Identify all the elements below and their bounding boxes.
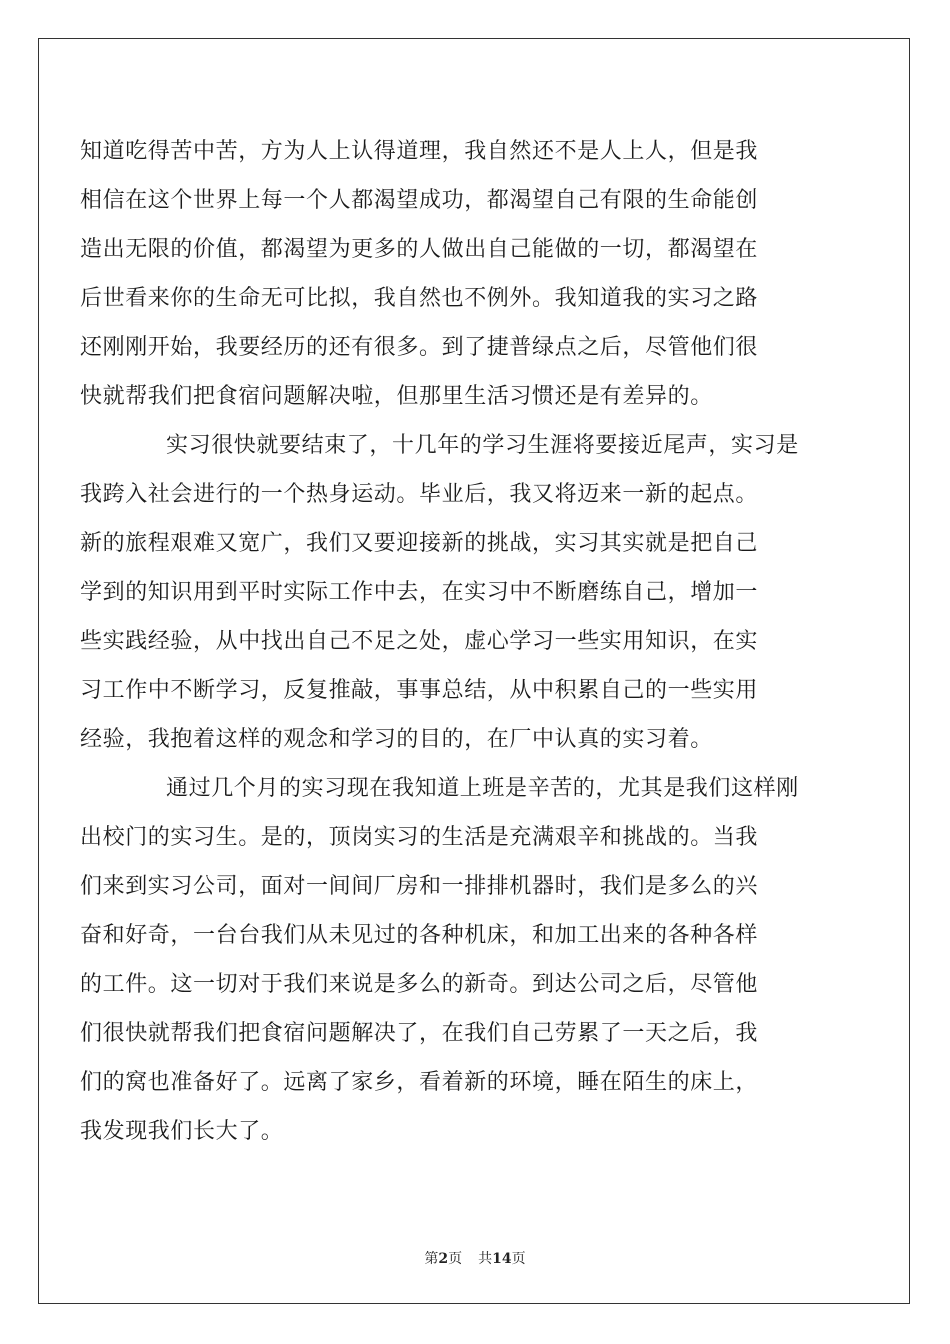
text-line: 新的旅程艰难又宽广，我们又要迎接新的挑战，实习其实就是把自己 [80, 531, 759, 556]
page-suffix: 页 [448, 1251, 463, 1267]
total-prefix: 共 [478, 1251, 493, 1267]
text-line: 我发现我们长大了。 [80, 1119, 284, 1144]
text-line: 们很快就帮我们把食宿问题解决了，在我们自己劳累了一天之后，我 [80, 1021, 759, 1046]
text-line: 通过几个月的实习现在我知道上班是辛苦的，尤其是我们这样刚 [166, 776, 799, 801]
text-line: 的工件。这一切对于我们来说是多么的新奇。到达公司之后，尽管他 [80, 972, 759, 997]
text-line: 我跨入社会进行的一个热身运动。毕业后，我又将迈来一新的起点。 [80, 482, 759, 507]
text-line: 知道吃得苦中苦，方为人上认得道理，我自然还不是人上人，但是我 [80, 139, 759, 164]
text-line: 相信在这个世界上每一个人都渴望成功，都渴望自己有限的生命能创 [80, 188, 759, 213]
total-pages: 14 [492, 1251, 512, 1267]
text-line: 还刚刚开始，我要经历的还有很多。到了捷普绿点之后，尽管他们很 [80, 335, 759, 360]
text-line: 后世看来你的生命无可比拟，我自然也不例外。我知道我的实习之路 [80, 286, 759, 311]
text-line: 们来到实习公司，面对一间间厂房和一排排机器时，我们是多么的兴 [80, 874, 759, 899]
text-line: 造出无限的价值，都渴望为更多的人做出自己能做的一切，都渴望在 [80, 237, 759, 262]
text-line: 学到的知识用到平时实际工作中去，在实习中不断磨练自己，增加一 [80, 580, 759, 605]
text-line: 们的窝也准备好了。远离了家乡，看着新的环境，睡在陌生的床上， [80, 1070, 759, 1095]
document-body [80, 127, 836, 1156]
text-line: 些实践经验，从中找出自己不足之处，虚心学习一些实用知识，在实 [80, 629, 759, 654]
total-suffix: 页 [511, 1251, 526, 1267]
text-line: 快就帮我们把食宿问题解决啦，但那里生活习惯还是有差异的。 [80, 384, 713, 409]
text-line: 经验，我抱着这样的观念和学习的目的，在厂中认真的实习着。 [80, 727, 713, 752]
text-line: 习工作中不断学习，反复推敲，事事总结，从中积累自己的一些实用 [80, 678, 759, 703]
text-line: 奋和好奇，一台台我们从未见过的各种机床，和加工出来的各种各样 [80, 923, 759, 948]
text-line: 出校门的实习生。是的，顶岗实习的生活是充满艰辛和挑战的。当我 [80, 825, 759, 850]
page-number: 2 [438, 1251, 449, 1267]
page-footer [0, 1248, 950, 1268]
text-line: 实习很快就要结束了，十几年的学习生涯将要接近尾声，实习是 [166, 433, 799, 458]
page-prefix: 第 [424, 1251, 439, 1267]
